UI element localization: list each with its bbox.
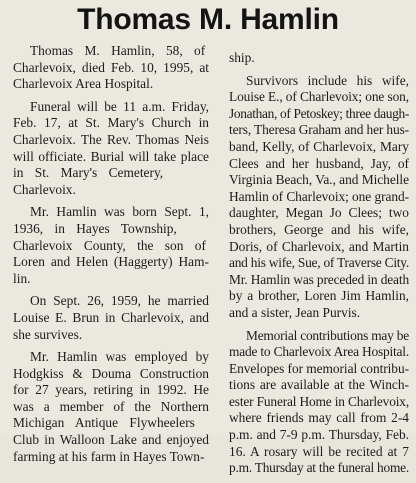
left-column — [13, 43, 209, 471]
text-line: 1936, in Hayes Township, — [13, 220, 177, 236]
text-line: Jonathan, of Petoskey; three daugh- — [229, 105, 409, 121]
headline: Thomas M. Hamlin — [77, 3, 339, 36]
text-line: Loren and Helen (Haggerty) Ham- — [13, 254, 209, 270]
text-line: Charlevoix. The Rev. Thomas Neis — [13, 131, 209, 147]
text-line: for 27 years, retiring in 1992. He — [13, 382, 209, 398]
paragraph — [13, 293, 209, 343]
text-line: Mr. Hamlin was preceded in death — [229, 271, 409, 287]
paragraph — [13, 43, 209, 93]
text-line: brothers, George and his wife, — [229, 221, 409, 237]
text-line: in St. Mary's Cemetery, — [13, 165, 164, 181]
text-line: lin. — [13, 270, 31, 286]
paragraph — [13, 349, 209, 465]
text-line: Charlevoix Area Hospital. — [13, 76, 154, 92]
text-line: Feb. 17, at St. Mary's Church in — [13, 115, 209, 131]
paragraph — [229, 73, 409, 322]
text-line: p.m. Thursday at the funeral home. — [229, 460, 409, 476]
text-line: ester Funeral Home in Charlevoix, — [229, 393, 409, 409]
text-line: Louise E., of Charlevoix; one son, — [229, 89, 409, 105]
text-line: daughter, Megan Jo Clees; two — [229, 205, 409, 221]
text-line: 16. A rosary will be recited at 7 — [229, 443, 409, 459]
text-line: by a brother, Loren Jim Hamlin, — [229, 288, 409, 304]
text-line: Survivors include his wife, — [246, 72, 409, 88]
text-line: ship. — [229, 50, 255, 65]
text-line: Clees and her husband, Jay, of — [229, 155, 409, 171]
text-line: Michigan Antique Flywheelers — [13, 415, 195, 431]
text-line: Envelopes for memorial contribu- — [229, 360, 409, 376]
column-gutter — [218, 48, 219, 428]
text-line: ters, Theresa Graham and her hus- — [229, 122, 409, 138]
text-line: Charlevoix County, the son of — [13, 237, 206, 253]
text-line: made to Charlevoix Area Hospital. — [229, 344, 409, 360]
text-line: Mr. Hamlin was born Sept. 1, — [30, 204, 209, 220]
text-line: band, Kelly, of Charlevoix, Mary — [229, 138, 409, 154]
text-line: where friends may call from 2-4 — [229, 410, 409, 426]
text-line: farming at his farm in Hayes Town- — [13, 448, 205, 464]
text-line: Charlevoix, died Feb. 10, 1995, at — [13, 59, 209, 75]
text-line: Thomas M. Hamlin, 58, of — [30, 43, 206, 58]
right-column — [229, 50, 409, 483]
text-line: Funeral will be 11 a.m. Friday, — [30, 98, 209, 114]
text-line: Memorial contributions may be — [246, 327, 409, 343]
text-line: Mr. Hamlin was employed by — [30, 349, 209, 365]
text-line: tions are available at the Winch- — [229, 377, 409, 393]
text-line: Doris, of Charlevoix, and Martin — [229, 238, 409, 254]
text-line: Club in Walloon Lake and enjoyed — [13, 432, 209, 448]
paragraph — [229, 328, 409, 477]
text-line: Louise E. Brun in Charlevoix, and — [13, 309, 209, 325]
text-line: she survives. — [13, 326, 83, 342]
paragraph — [13, 99, 209, 199]
text-line: p.m. and 7-9 p.m. Thursday, Feb. — [229, 427, 409, 443]
text-line: On Sept. 26, 1959, he married — [30, 293, 209, 309]
text-line: and a sister, Jean Purvis. — [229, 304, 361, 320]
paragraph — [229, 50, 409, 67]
text-line: Virginia Beach, Va., and Michelle — [229, 172, 409, 188]
text-line: Hamlin of Charlevoix; one grand- — [229, 188, 409, 204]
text-line: and his wife, Sue, of Traverse City. — [229, 255, 409, 271]
text-line: Charlevoix. — [13, 181, 76, 197]
text-line: Hodgkiss & Douma Construction — [13, 365, 209, 381]
paragraph — [13, 204, 209, 287]
text-line: will officiate. Burial will take place — [13, 148, 209, 164]
text-line: was a member of the Northern — [13, 398, 209, 414]
